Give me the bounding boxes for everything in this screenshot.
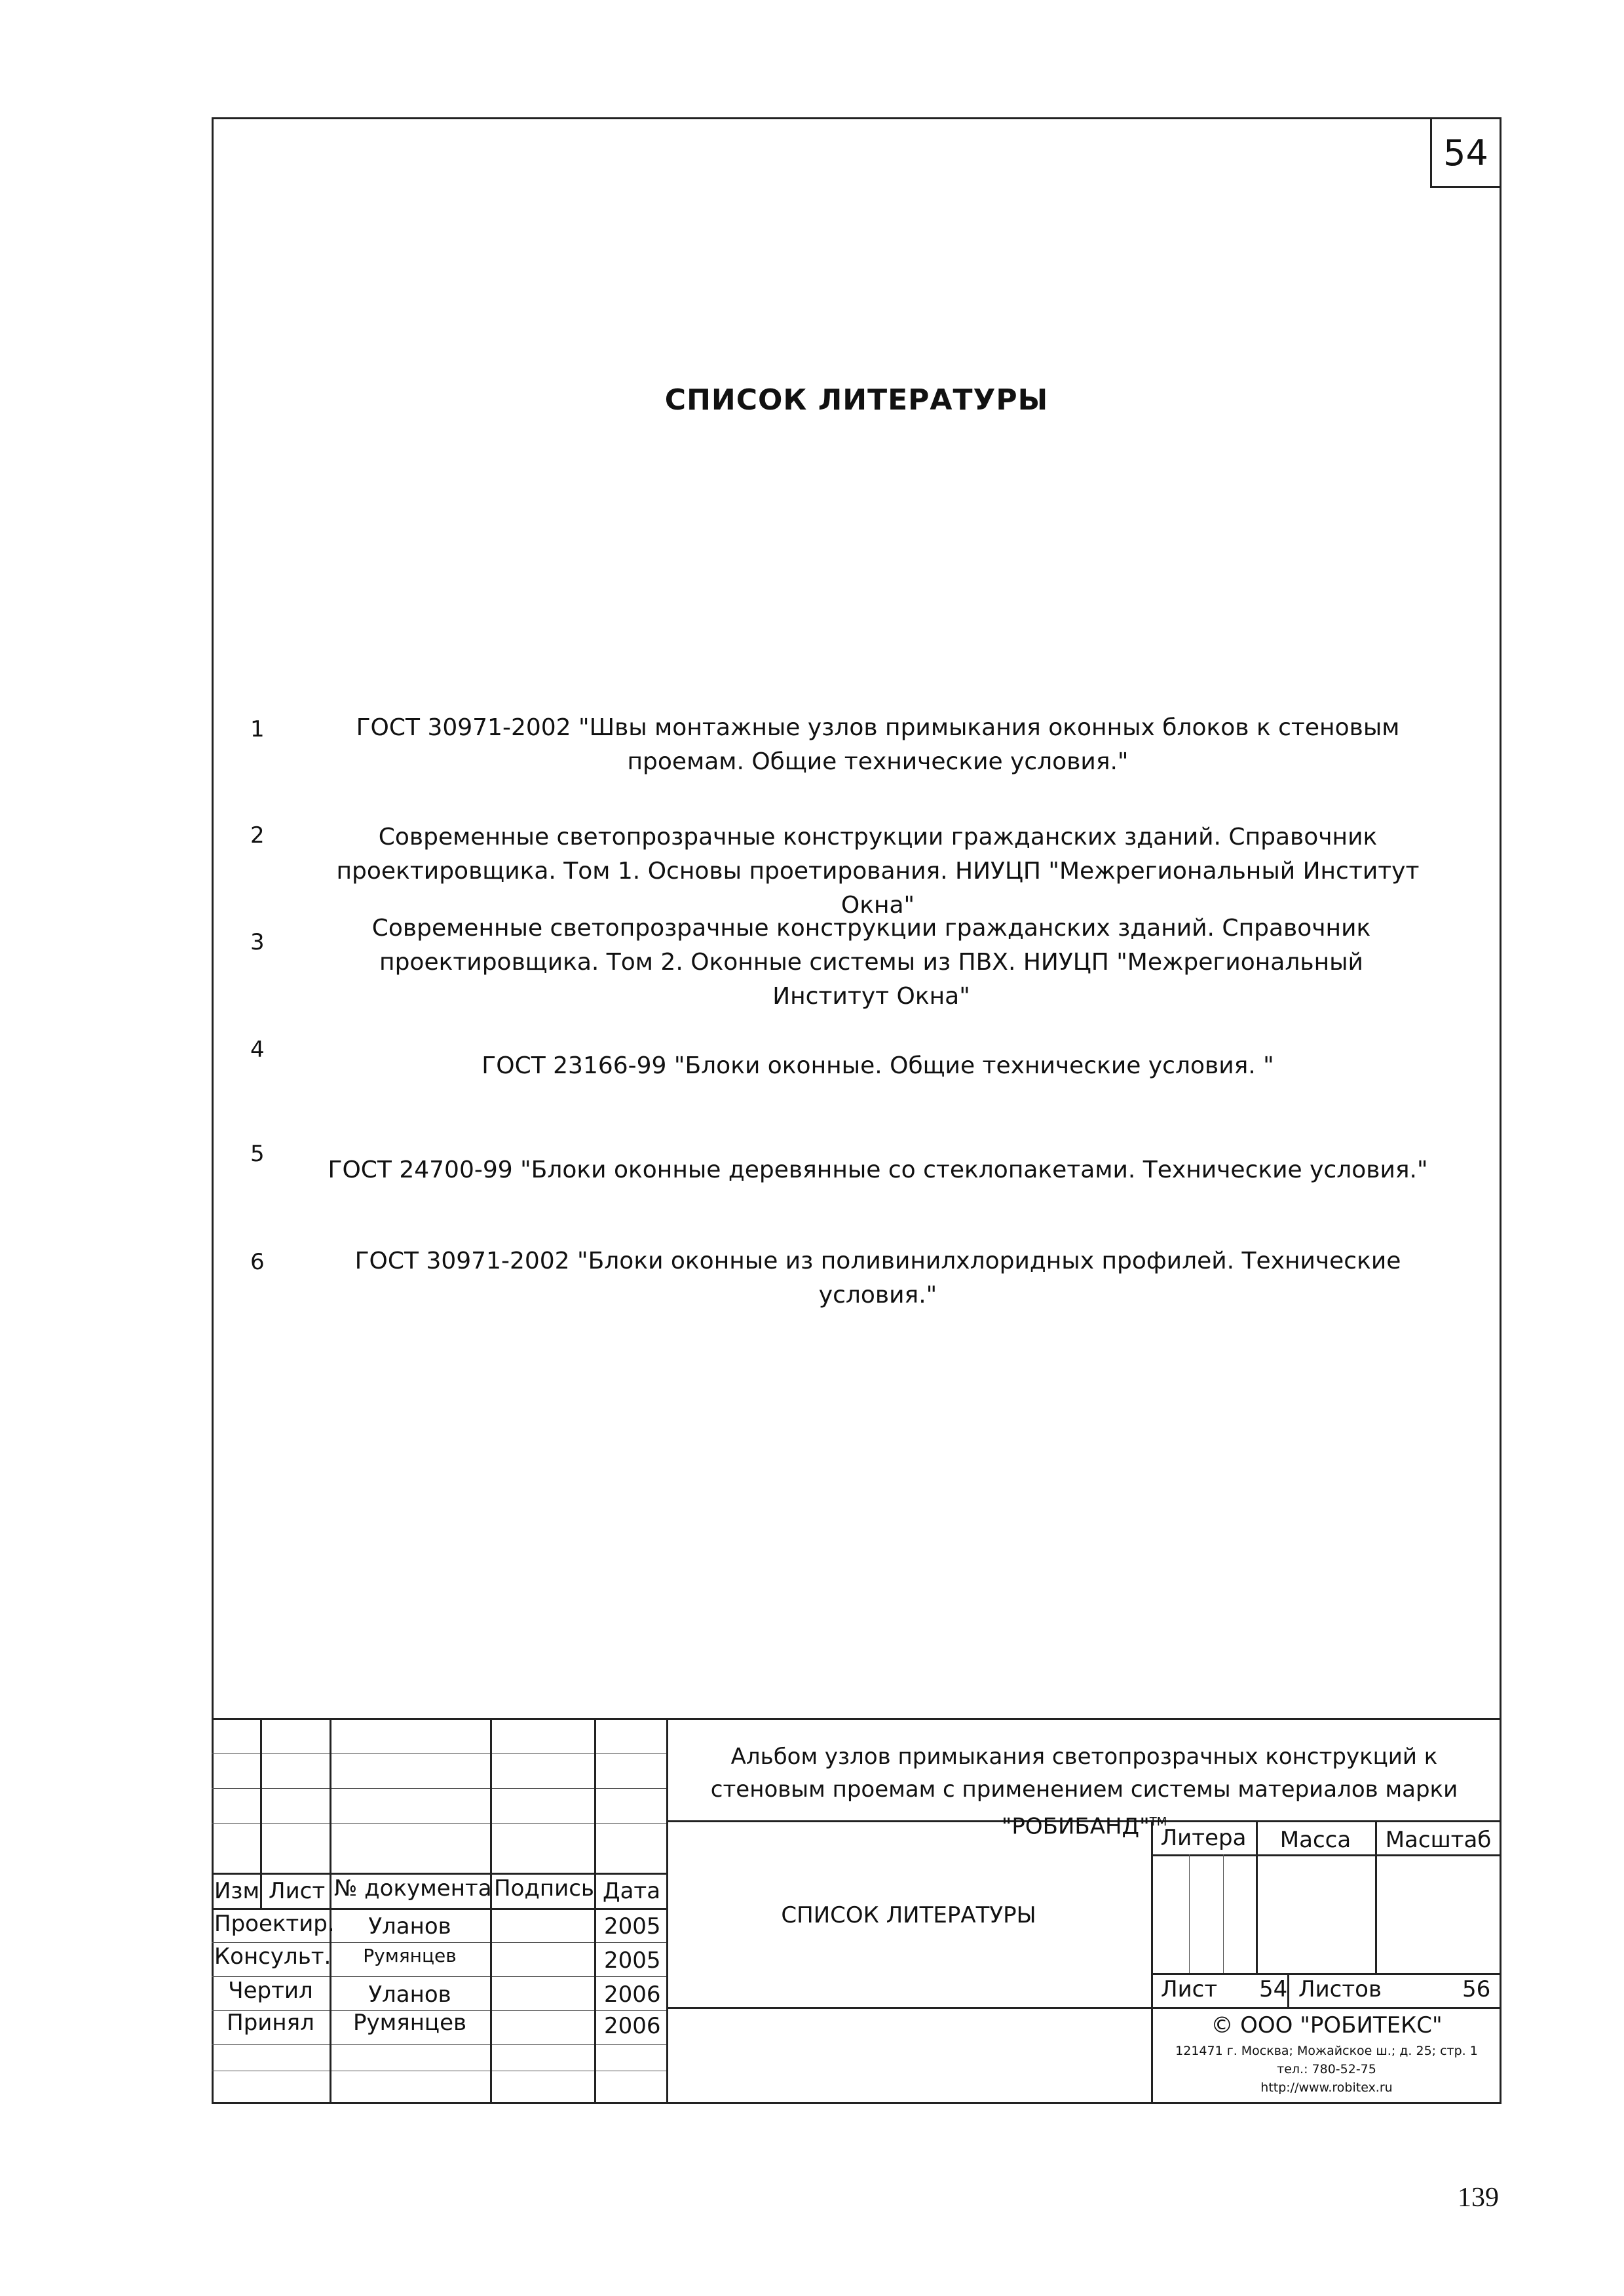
row-role: Консульт. (214, 1943, 331, 1970)
page-title: СПИСОК ЛИТЕРАТУРЫ (664, 383, 1049, 417)
sheet-value: 54 (1259, 1976, 1288, 2002)
sheet-label: Лист (1161, 1976, 1218, 2002)
header-izm: Изм (214, 1878, 260, 1904)
header-sign: Подпись (494, 1875, 594, 1902)
company-phone: тел.: 780-52-75 (1277, 2062, 1376, 2076)
trademark-mark: TM (1149, 1815, 1167, 1829)
ref-number: 6 (250, 1249, 265, 1275)
header-list: Лист (269, 1878, 326, 1904)
company-website: http://www.robitex.ru (1260, 2080, 1393, 2095)
ref-text: ГОСТ 24700-99 "Блоки оконные деревянные со стеклопакетами. Технические условия." (328, 1157, 1428, 1183)
company-address: 121471 г. Москва; Можайское ш.; д. 25; стр. 1 (1175, 2044, 1478, 2058)
scale-label: Масштаб (1385, 1827, 1492, 1853)
row-date: 2006 (604, 1981, 661, 2008)
row-name: Уланов (368, 1913, 451, 1940)
ref-text: ГОСТ 30971-2002 "Швы монтажные узлов примыкания оконных блоков к стеновым проемам. Общие технические условия." (356, 714, 1400, 775)
block-sheet-title: СПИСОК ЛИТЕРАТУРЫ (781, 1902, 1036, 1928)
row-name: Уланов (368, 1981, 451, 2008)
ref-text: Современные светопрозрачные конструкции гражданских зданий. Справочник проектировщика. Том 1. Основы проетирования. НИУЦП "Межрегиональный Институт Окна" (336, 824, 1420, 919)
row-role: Проектир. (214, 1911, 335, 1937)
sheets-value: 56 (1462, 1976, 1491, 2002)
row-date: 2006 (604, 2013, 661, 2039)
row-name: Румянцев (363, 1945, 457, 1966)
sheets-label: Листов (1298, 1976, 1382, 2002)
litera-label: Литера (1160, 1825, 1247, 1851)
header-doc: № документа (334, 1875, 492, 1902)
ref-text: ГОСТ 23166-99 "Блоки оконные. Общие технические условия. " (482, 1052, 1274, 1079)
mass-label: Масса (1279, 1827, 1351, 1853)
row-date: 2005 (604, 1913, 661, 1940)
album-title-text: Альбом узлов примыкания светопрозрачных конструкций к стеновым проемам с применением системы материалов марки "РОБИБАНД" (710, 1744, 1458, 1840)
header-date: Дата (603, 1878, 661, 1904)
footer-page-number: 139 (1458, 2183, 1499, 2213)
row-role: Принял (227, 2010, 314, 2036)
ref-number: 2 (250, 822, 265, 849)
ref-number: 5 (250, 1141, 265, 1167)
row-date: 2005 (604, 1947, 661, 1974)
ref-number: 1 (250, 716, 265, 742)
ref-number: 3 (250, 929, 265, 955)
row-name: Румянцев (352, 2010, 467, 2036)
sheet-number-box: 54 (1430, 117, 1501, 188)
ref-number: 4 (250, 1037, 265, 1063)
row-role: Чертил (228, 1978, 313, 2004)
ref-text: ГОСТ 30971-2002 "Блоки оконные из поливинилхлоридных профилей. Технические условия." (354, 1248, 1401, 1309)
company-name: © ООО "РОБИТЕКС" (1211, 2012, 1443, 2038)
ref-text: Современные светопрозрачные конструкции гражданских зданий. Справочник проектировщика. Том 2. Оконные системы из ПВХ. НИУЦП "Межрегиональный Институт Окна" (371, 915, 1371, 1010)
